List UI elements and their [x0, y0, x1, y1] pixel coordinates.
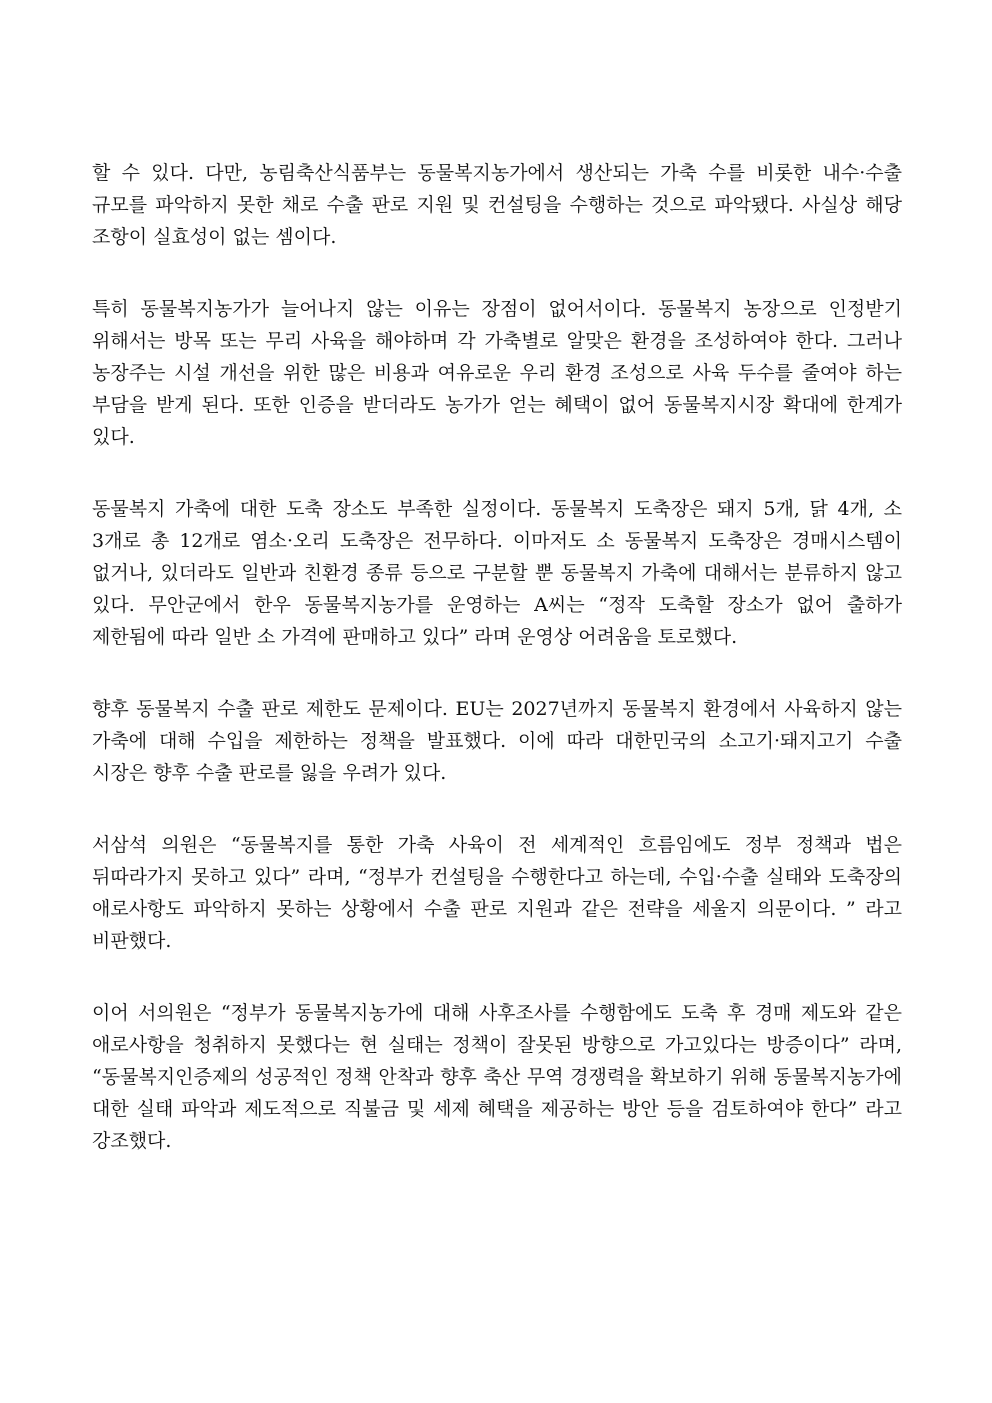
- paragraph-4: 향후 동물복지 수출 판로 제한도 문제이다. EU는 2027년까지 동물복지 환경에서 사육하지 않는 가축에 대해 수입을 제한하는 정책을 발표했다. 이에 따라 대한민국의 소고기·돼지고기 수출 시장은 향후 수출 판로를 잃을 우려가 있다.: [92, 698, 902, 784]
- paragraph-6: 이어 서의원은 “정부가 동물복지농가에 대해 사후조사를 수행함에도 도축 후 경매 제도와 같은 애로사항을 청취하지 못했다는 현 실태는 정책이 잘못된 방향으로 가고있다는 방증이다” 라며, “동물복지인증제의 성공적인 정책 안착과 향후 축산 무역 경쟁력을 확보하기 위해 동물복지농가에 대한 실태 파악과 제도적으로 직불금 및 세제 혜택을 제공하는 방안 등을 검토하여야 한다” 라고 강조했다.: [92, 1002, 902, 1152]
- paragraph-2: 특히 동물복지농가가 늘어나지 않는 이유는 장점이 없어서이다. 동물복지 농장으로 인정받기 위해서는 방목 또는 무리 사육을 해야하며 각 가축별로 알맞은 환경을 조성하여야 한다. 그러나 농장주는 시설 개선을 위한 많은 비용과 여유로운 우리 환경 조성으로 사육 두수를 줄여야 하는 부담을 받게 된다. 또한 인증을 받더라도 농가가 얻는 혜택이 없어 동물복지시장 확대에 한계가 있다.: [92, 298, 902, 448]
- paragraph-3: 동물복지 가축에 대한 도축 장소도 부족한 실정이다. 동물복지 도축장은 돼지 5개, 닭 4개, 소 3개로 총 12개로 염소·오리 도축장은 전무하다. 이마저도 소 동물복지 도축장은 경매시스템이 없거나, 있더라도 일반과 친환경 종류 등으로 구분할 뿐 동물복지 가축에 대해서는 분류하지 않고 있다. 무안군에서 한우 동물복지농가를 운영하는 A씨는 “정작 도축할 장소가 없어 출하가 제한됨에 따라 일반 소 가격에 판매하고 있다” 라며 운영상 어려움을 토로했다.: [92, 498, 902, 648]
- paragraph-1: 할 수 있다. 다만, 농림축산식품부는 동물복지농가에서 생산되는 가축 수를 비롯한 내수·수출 규모를 파악하지 못한 채로 수출 판로 지원 및 컨설팅을 수행하는 것으로 파악됐다. 사실상 해당 조항이 실효성이 없는 셈이다.: [92, 162, 902, 248]
- article-body: [92, 157, 902, 1157]
- paragraph-5: 서삼석 의원은 “동물복지를 통한 가축 사육이 전 세계적인 흐름임에도 정부 정책과 법은 뒤따라가지 못하고 있다” 라며, “정부가 컨설팅을 수행한다고 하는데, 수입·수출 실태와 도축장의 애로사항도 파악하지 못하는 상황에서 수출 판로 지원과 같은 전략을 세울지 의문이다. ” 라고 비판했다.: [92, 834, 902, 952]
